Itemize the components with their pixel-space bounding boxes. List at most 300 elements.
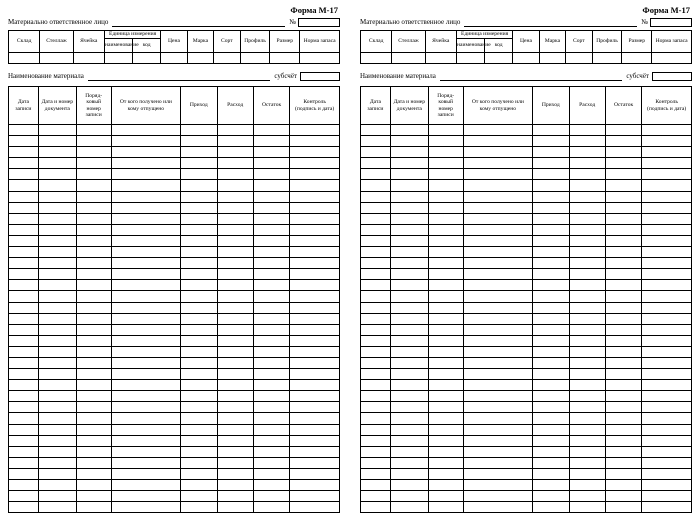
table-cell[interactable] [533, 213, 569, 224]
table-cell[interactable] [9, 302, 39, 313]
table-cell[interactable] [217, 346, 253, 357]
table-cell[interactable] [253, 269, 289, 280]
header-value-norma-right[interactable] [652, 53, 692, 64]
table-cell[interactable] [390, 247, 428, 258]
table-cell[interactable] [76, 158, 111, 169]
table-cell[interactable] [217, 324, 253, 335]
table-cell[interactable] [217, 213, 253, 224]
table-cell[interactable] [181, 391, 217, 402]
table-cell[interactable] [111, 468, 181, 479]
table-cell[interactable] [111, 125, 181, 136]
table-cell[interactable] [605, 125, 641, 136]
table-cell[interactable] [390, 280, 428, 291]
table-cell[interactable] [390, 346, 428, 357]
table-cell[interactable] [605, 302, 641, 313]
header-value-unit-code-left[interactable] [133, 53, 161, 64]
table-cell[interactable] [361, 213, 391, 224]
table-cell[interactable] [181, 235, 217, 246]
table-cell[interactable] [253, 468, 289, 479]
table-cell[interactable] [533, 457, 569, 468]
table-cell[interactable] [642, 291, 692, 302]
table-cell[interactable] [605, 258, 641, 269]
table-cell[interactable] [569, 169, 605, 180]
table-cell[interactable] [290, 202, 340, 213]
table-cell[interactable] [428, 346, 463, 357]
table-cell[interactable] [390, 291, 428, 302]
table-cell[interactable] [533, 291, 569, 302]
table-cell[interactable] [9, 147, 39, 158]
table-cell[interactable] [463, 446, 533, 457]
number-input-right[interactable] [650, 18, 692, 27]
table-cell[interactable] [217, 291, 253, 302]
table-cell[interactable] [533, 435, 569, 446]
table-cell[interactable] [217, 502, 253, 513]
table-cell[interactable] [253, 424, 289, 435]
table-cell[interactable] [428, 324, 463, 335]
table-cell[interactable] [642, 335, 692, 346]
table-cell[interactable] [111, 291, 181, 302]
table-cell[interactable] [181, 380, 217, 391]
table-cell[interactable] [290, 369, 340, 380]
table-cell[interactable] [569, 280, 605, 291]
table-cell[interactable] [38, 391, 76, 402]
table-cell[interactable] [642, 480, 692, 491]
table-cell[interactable] [76, 313, 111, 324]
header-value-sort-right[interactable] [566, 53, 592, 64]
table-cell[interactable] [642, 125, 692, 136]
table-cell[interactable] [9, 324, 39, 335]
table-cell[interactable] [9, 413, 39, 424]
table-cell[interactable] [361, 446, 391, 457]
table-cell[interactable] [428, 391, 463, 402]
table-cell[interactable] [253, 180, 289, 191]
table-cell[interactable] [9, 457, 39, 468]
table-cell[interactable] [111, 247, 181, 258]
table-cell[interactable] [533, 169, 569, 180]
table-cell[interactable] [533, 269, 569, 280]
table-cell[interactable] [181, 335, 217, 346]
table-cell[interactable] [9, 180, 39, 191]
table-cell[interactable] [642, 468, 692, 479]
header-value-unit-name-right[interactable] [456, 53, 484, 64]
table-cell[interactable] [38, 180, 76, 191]
table-cell[interactable] [290, 480, 340, 491]
table-cell[interactable] [361, 402, 391, 413]
table-cell[interactable] [181, 357, 217, 368]
table-cell[interactable] [9, 357, 39, 368]
table-cell[interactable] [642, 502, 692, 513]
table-cell[interactable] [38, 380, 76, 391]
table-cell[interactable] [533, 235, 569, 246]
table-cell[interactable] [9, 191, 39, 202]
table-cell[interactable] [642, 191, 692, 202]
table-cell[interactable] [253, 480, 289, 491]
table-cell[interactable] [605, 491, 641, 502]
table-cell[interactable] [290, 280, 340, 291]
table-cell[interactable] [463, 391, 533, 402]
table-cell[interactable] [9, 291, 39, 302]
table-cell[interactable] [642, 169, 692, 180]
table-cell[interactable] [569, 213, 605, 224]
table-cell[interactable] [390, 468, 428, 479]
table-cell[interactable] [290, 180, 340, 191]
table-cell[interactable] [605, 480, 641, 491]
table-cell[interactable] [533, 136, 569, 147]
table-cell[interactable] [428, 169, 463, 180]
table-cell[interactable] [253, 357, 289, 368]
table-cell[interactable] [605, 391, 641, 402]
header-value-yacheyka-right[interactable] [425, 53, 456, 64]
table-cell[interactable] [569, 180, 605, 191]
table-cell[interactable] [605, 224, 641, 235]
table-cell[interactable] [181, 147, 217, 158]
table-cell[interactable] [217, 269, 253, 280]
table-cell[interactable] [642, 313, 692, 324]
table-cell[interactable] [569, 291, 605, 302]
table-cell[interactable] [76, 224, 111, 235]
table-cell[interactable] [463, 491, 533, 502]
table-cell[interactable] [428, 291, 463, 302]
table-cell[interactable] [217, 435, 253, 446]
table-cell[interactable] [181, 468, 217, 479]
table-cell[interactable] [181, 136, 217, 147]
header-value-unit-name-left[interactable] [104, 53, 132, 64]
table-cell[interactable] [253, 413, 289, 424]
table-cell[interactable] [290, 324, 340, 335]
table-cell[interactable] [642, 247, 692, 258]
table-cell[interactable] [217, 480, 253, 491]
table-cell[interactable] [463, 280, 533, 291]
table-cell[interactable] [111, 158, 181, 169]
table-cell[interactable] [38, 491, 76, 502]
table-cell[interactable] [569, 202, 605, 213]
table-cell[interactable] [290, 424, 340, 435]
table-cell[interactable] [533, 391, 569, 402]
table-cell[interactable] [642, 302, 692, 313]
table-cell[interactable] [253, 158, 289, 169]
table-cell[interactable] [290, 502, 340, 513]
table-cell[interactable] [253, 224, 289, 235]
table-cell[interactable] [390, 324, 428, 335]
table-cell[interactable] [217, 380, 253, 391]
table-cell[interactable] [569, 302, 605, 313]
table-cell[interactable] [290, 402, 340, 413]
table-cell[interactable] [605, 291, 641, 302]
table-cell[interactable] [390, 180, 428, 191]
table-cell[interactable] [390, 224, 428, 235]
table-cell[interactable] [111, 357, 181, 368]
table-cell[interactable] [605, 413, 641, 424]
table-cell[interactable] [605, 169, 641, 180]
table-cell[interactable] [38, 457, 76, 468]
table-cell[interactable] [253, 280, 289, 291]
table-cell[interactable] [217, 424, 253, 435]
table-cell[interactable] [428, 446, 463, 457]
table-cell[interactable] [111, 457, 181, 468]
table-cell[interactable] [38, 480, 76, 491]
table-cell[interactable] [9, 402, 39, 413]
table-cell[interactable] [9, 169, 39, 180]
header-value-marka-left[interactable] [187, 53, 213, 64]
table-cell[interactable] [38, 280, 76, 291]
table-cell[interactable] [181, 269, 217, 280]
table-cell[interactable] [38, 169, 76, 180]
table-cell[interactable] [605, 247, 641, 258]
header-value-cena-left[interactable] [161, 53, 187, 64]
table-cell[interactable] [181, 169, 217, 180]
table-cell[interactable] [463, 169, 533, 180]
table-cell[interactable] [290, 346, 340, 357]
table-cell[interactable] [290, 468, 340, 479]
table-cell[interactable] [361, 468, 391, 479]
table-cell[interactable] [428, 235, 463, 246]
table-cell[interactable] [361, 147, 391, 158]
table-cell[interactable] [361, 380, 391, 391]
table-cell[interactable] [605, 147, 641, 158]
table-cell[interactable] [111, 258, 181, 269]
table-cell[interactable] [390, 369, 428, 380]
table-cell[interactable] [533, 280, 569, 291]
table-cell[interactable] [463, 158, 533, 169]
table-cell[interactable] [642, 213, 692, 224]
table-cell[interactable] [38, 247, 76, 258]
table-cell[interactable] [390, 402, 428, 413]
table-cell[interactable] [76, 269, 111, 280]
table-cell[interactable] [390, 446, 428, 457]
table-cell[interactable] [361, 324, 391, 335]
table-cell[interactable] [38, 291, 76, 302]
table-cell[interactable] [76, 125, 111, 136]
table-cell[interactable] [111, 280, 181, 291]
table-cell[interactable] [463, 136, 533, 147]
table-cell[interactable] [428, 147, 463, 158]
table-cell[interactable] [361, 335, 391, 346]
table-cell[interactable] [533, 335, 569, 346]
table-cell[interactable] [111, 313, 181, 324]
table-cell[interactable] [111, 435, 181, 446]
table-cell[interactable] [463, 502, 533, 513]
table-cell[interactable] [253, 502, 289, 513]
table-cell[interactable] [290, 391, 340, 402]
table-cell[interactable] [390, 335, 428, 346]
table-cell[interactable] [390, 457, 428, 468]
table-cell[interactable] [217, 191, 253, 202]
table-cell[interactable] [9, 468, 39, 479]
table-cell[interactable] [569, 480, 605, 491]
table-cell[interactable] [38, 269, 76, 280]
table-cell[interactable] [642, 435, 692, 446]
table-cell[interactable] [9, 380, 39, 391]
table-cell[interactable] [76, 424, 111, 435]
table-cell[interactable] [361, 480, 391, 491]
table-cell[interactable] [642, 446, 692, 457]
table-cell[interactable] [463, 180, 533, 191]
table-cell[interactable] [181, 446, 217, 457]
table-cell[interactable] [533, 125, 569, 136]
table-cell[interactable] [9, 480, 39, 491]
table-cell[interactable] [361, 158, 391, 169]
table-cell[interactable] [533, 191, 569, 202]
table-cell[interactable] [38, 468, 76, 479]
table-cell[interactable] [390, 147, 428, 158]
table-cell[interactable] [361, 424, 391, 435]
table-cell[interactable] [9, 136, 39, 147]
table-cell[interactable] [111, 491, 181, 502]
table-cell[interactable] [111, 446, 181, 457]
table-cell[interactable] [253, 324, 289, 335]
table-cell[interactable] [111, 302, 181, 313]
header-value-sort-left[interactable] [214, 53, 240, 64]
table-cell[interactable] [605, 402, 641, 413]
table-cell[interactable] [361, 391, 391, 402]
table-cell[interactable] [428, 258, 463, 269]
table-cell[interactable] [217, 247, 253, 258]
table-cell[interactable] [38, 502, 76, 513]
table-cell[interactable] [463, 424, 533, 435]
table-cell[interactable] [9, 158, 39, 169]
table-cell[interactable] [76, 446, 111, 457]
table-cell[interactable] [642, 269, 692, 280]
table-cell[interactable] [9, 213, 39, 224]
table-cell[interactable] [290, 435, 340, 446]
table-cell[interactable] [642, 224, 692, 235]
table-cell[interactable] [76, 457, 111, 468]
table-cell[interactable] [642, 147, 692, 158]
table-cell[interactable] [290, 335, 340, 346]
table-cell[interactable] [428, 435, 463, 446]
table-cell[interactable] [9, 269, 39, 280]
table-cell[interactable] [642, 136, 692, 147]
table-cell[interactable] [463, 457, 533, 468]
table-cell[interactable] [290, 235, 340, 246]
table-cell[interactable] [463, 213, 533, 224]
table-cell[interactable] [253, 369, 289, 380]
table-cell[interactable] [76, 335, 111, 346]
table-cell[interactable] [76, 136, 111, 147]
table-cell[interactable] [390, 136, 428, 147]
table-cell[interactable] [181, 502, 217, 513]
table-cell[interactable] [253, 313, 289, 324]
table-cell[interactable] [38, 235, 76, 246]
material-name-input-right[interactable] [440, 72, 623, 81]
table-cell[interactable] [181, 280, 217, 291]
table-cell[interactable] [642, 424, 692, 435]
table-cell[interactable] [605, 468, 641, 479]
table-cell[interactable] [111, 402, 181, 413]
table-cell[interactable] [111, 169, 181, 180]
table-cell[interactable] [290, 357, 340, 368]
table-cell[interactable] [428, 191, 463, 202]
header-value-marka-right[interactable] [539, 53, 565, 64]
table-cell[interactable] [605, 158, 641, 169]
table-cell[interactable] [361, 313, 391, 324]
table-cell[interactable] [111, 413, 181, 424]
table-cell[interactable] [428, 224, 463, 235]
table-cell[interactable] [111, 235, 181, 246]
table-cell[interactable] [428, 158, 463, 169]
table-cell[interactable] [181, 291, 217, 302]
header-value-razmer-right[interactable] [622, 53, 652, 64]
table-cell[interactable] [390, 424, 428, 435]
table-cell[interactable] [642, 357, 692, 368]
table-cell[interactable] [253, 235, 289, 246]
table-cell[interactable] [253, 346, 289, 357]
table-cell[interactable] [463, 258, 533, 269]
table-cell[interactable] [390, 235, 428, 246]
table-cell[interactable] [533, 313, 569, 324]
table-cell[interactable] [217, 446, 253, 457]
table-cell[interactable] [253, 457, 289, 468]
table-cell[interactable] [253, 435, 289, 446]
table-cell[interactable] [463, 402, 533, 413]
table-cell[interactable] [217, 258, 253, 269]
table-cell[interactable] [533, 302, 569, 313]
table-cell[interactable] [181, 180, 217, 191]
table-cell[interactable] [569, 269, 605, 280]
table-cell[interactable] [217, 457, 253, 468]
table-cell[interactable] [76, 369, 111, 380]
table-cell[interactable] [428, 502, 463, 513]
table-cell[interactable] [569, 357, 605, 368]
table-cell[interactable] [642, 391, 692, 402]
table-cell[interactable] [361, 280, 391, 291]
table-cell[interactable] [569, 435, 605, 446]
table-cell[interactable] [428, 413, 463, 424]
table-cell[interactable] [361, 302, 391, 313]
table-cell[interactable] [111, 213, 181, 224]
table-cell[interactable] [111, 136, 181, 147]
table-cell[interactable] [605, 335, 641, 346]
table-cell[interactable] [9, 424, 39, 435]
table-cell[interactable] [9, 224, 39, 235]
table-cell[interactable] [361, 202, 391, 213]
table-cell[interactable] [76, 180, 111, 191]
table-cell[interactable] [111, 480, 181, 491]
table-cell[interactable] [217, 202, 253, 213]
table-cell[interactable] [428, 369, 463, 380]
table-cell[interactable] [38, 158, 76, 169]
table-cell[interactable] [111, 180, 181, 191]
table-cell[interactable] [217, 180, 253, 191]
table-cell[interactable] [569, 258, 605, 269]
table-cell[interactable] [290, 224, 340, 235]
header-value-profil-left[interactable] [240, 53, 270, 64]
table-cell[interactable] [428, 380, 463, 391]
table-cell[interactable] [9, 502, 39, 513]
table-cell[interactable] [361, 235, 391, 246]
table-cell[interactable] [38, 402, 76, 413]
table-cell[interactable] [605, 191, 641, 202]
table-cell[interactable] [463, 235, 533, 246]
table-cell[interactable] [361, 169, 391, 180]
table-cell[interactable] [533, 357, 569, 368]
table-cell[interactable] [569, 247, 605, 258]
table-cell[interactable] [569, 136, 605, 147]
table-cell[interactable] [290, 413, 340, 424]
table-cell[interactable] [253, 291, 289, 302]
table-cell[interactable] [76, 413, 111, 424]
table-cell[interactable] [390, 158, 428, 169]
table-cell[interactable] [463, 480, 533, 491]
table-cell[interactable] [38, 136, 76, 147]
table-cell[interactable] [9, 235, 39, 246]
table-cell[interactable] [642, 369, 692, 380]
table-cell[interactable] [642, 457, 692, 468]
table-cell[interactable] [181, 346, 217, 357]
table-cell[interactable] [217, 169, 253, 180]
table-cell[interactable] [253, 125, 289, 136]
table-cell[interactable] [9, 247, 39, 258]
